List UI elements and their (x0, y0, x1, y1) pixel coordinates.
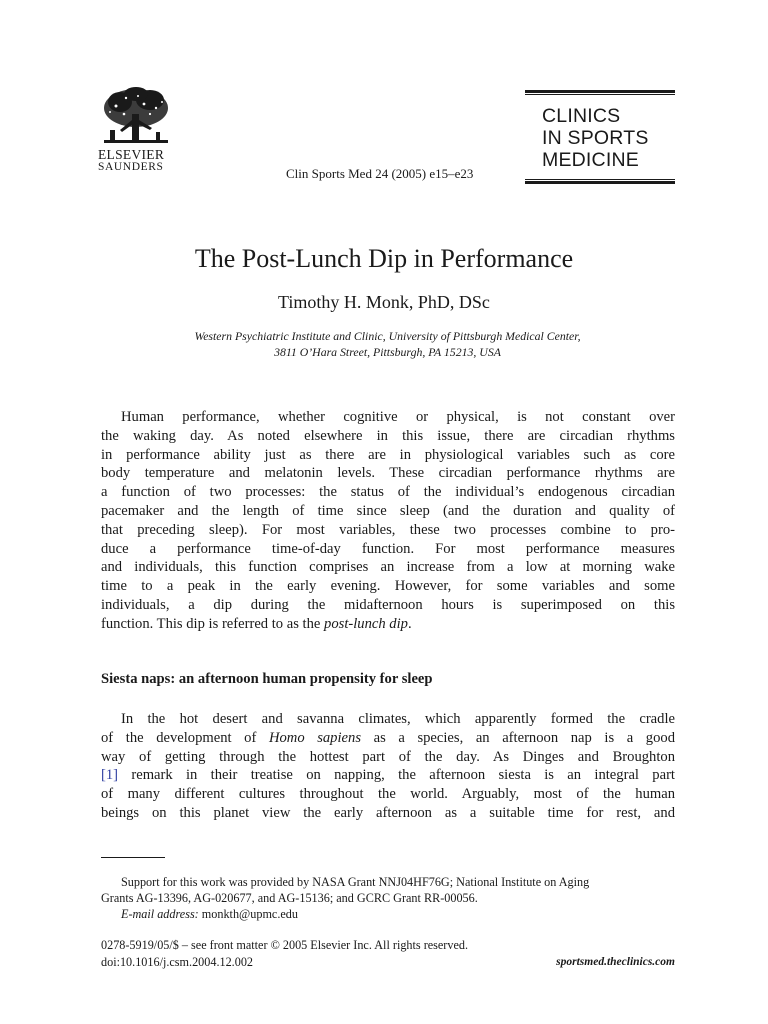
journal-name-line: MEDICINE (542, 149, 639, 171)
paragraph-line (101, 615, 675, 634)
paragraph-line: way of getting through the hottest part of the day. As Dinges and Broughton (101, 748, 675, 765)
publisher-imprint: SAUNDERS (98, 161, 164, 173)
text-run: remark in their treatise on napping, the afternoon siesta is an integral part (118, 767, 675, 784)
doi-line: doi:10.1016/j.csm.2004.12.002 (101, 955, 254, 969)
copyright-line: 0278-5919/05/$ – see front matter © 2005 Elsevier Inc. All rights reserved. (101, 938, 469, 952)
publisher-logo (98, 86, 180, 173)
paragraph-line (101, 729, 675, 748)
footnote-line: Grants AG-13396, AG-020677, and AG-15136; and GCRC Grant RR-00056. (101, 891, 478, 905)
author-affiliation (100, 328, 675, 360)
banner-rule (525, 179, 675, 180)
paragraph-line: beings on this planet view the early afternoon as a suitable time for rest, and (101, 804, 675, 821)
paragraph-line: a function of two processes: the status of the individual’s endogenous circadian (101, 484, 675, 501)
text-run: . (407, 615, 412, 632)
email-label: E-mail address: (121, 907, 199, 921)
intro-paragraph (101, 408, 675, 634)
banner-rule (525, 181, 675, 184)
paragraph-line: Human performance, whether cognitive or physical, is not constant over (121, 409, 675, 425)
footnote-line: Support for this work was provided by NASA Grant NNJ04HF76G; National Institute on Aging (121, 875, 590, 889)
text-run: function. This dip is referred to as the (101, 615, 325, 632)
section-paragraph (101, 710, 675, 823)
journal-url[interactable]: sportsmed.theclinics.com (556, 956, 675, 968)
paragraph-line: and individuals, this function comprises an increase from a low at morning wake (101, 559, 675, 576)
paragraph-line (101, 766, 675, 785)
emphasis-term: post-lunch dip (324, 615, 408, 632)
footnote-rule (101, 857, 165, 858)
emphasis-term: Homo sapiens (268, 729, 361, 746)
journal-name-line: CLINICS (542, 105, 621, 127)
paragraph-line: time to a peak in the early evening. However, for some variables and some (101, 578, 675, 595)
journal-name-line: IN SPORTS (542, 127, 649, 149)
reference-link[interactable]: [1] (101, 767, 119, 784)
paragraph-line: duce a performance time-of-day function. For most performance measures (101, 540, 675, 557)
journal-citation: Clin Sports Med 24 (2005) e15–e23 (286, 166, 474, 181)
banner-rule (525, 90, 675, 93)
article-metadata (101, 937, 675, 971)
paragraph-line: In the hot desert and savanna climates, which apparently formed the cradle (121, 711, 675, 727)
paragraph-line: the waking day. As noted elsewhere in this issue, there are circadian rhythms (101, 427, 675, 444)
paragraph-line: individuals, a dip during the midafternoon hours is superimposed on this (101, 596, 675, 613)
article-title: The Post-Lunch Dip in Performance (194, 244, 574, 273)
text-run: of the development of (101, 729, 269, 746)
paragraph-line: body temperature and melatonin levels. These circadian performance rhythms are (101, 465, 675, 482)
publisher-name: ELSEVIER (98, 147, 165, 162)
affiliation-line: Western Psychiatric Institute and Clinic, University of Pittsburgh Medical Center, (194, 329, 581, 343)
paragraph-line: of many different cultures throughout the world. Arguably, most of the human (101, 786, 675, 803)
journal-banner (525, 90, 675, 184)
tree-logo-icon (98, 86, 174, 148)
affiliation-line: 3811 O’Hara Street, Pittsburgh, PA 15213, USA (274, 345, 501, 359)
email-address[interactable]: monkth@upmc.edu (201, 907, 298, 921)
paragraph-line: that preceding sleep). For most variables, these two processes combine to pro- (101, 521, 675, 538)
funding-footnote (101, 874, 675, 922)
footnote-line (101, 906, 675, 922)
text-run: as a species, an afternoon nap is a good (361, 729, 675, 746)
article-author: Timothy H. Monk, PhD, DSc (278, 292, 490, 312)
banner-rule (525, 94, 675, 95)
paragraph-line: in performance ability just as there are in physiological variables such as core (101, 446, 675, 463)
section-heading: Siesta naps: an afternoon human propensity for sleep (101, 671, 433, 687)
paragraph-line: pacemaker and the length of time since sleep (and the duration and quality of (101, 502, 675, 519)
